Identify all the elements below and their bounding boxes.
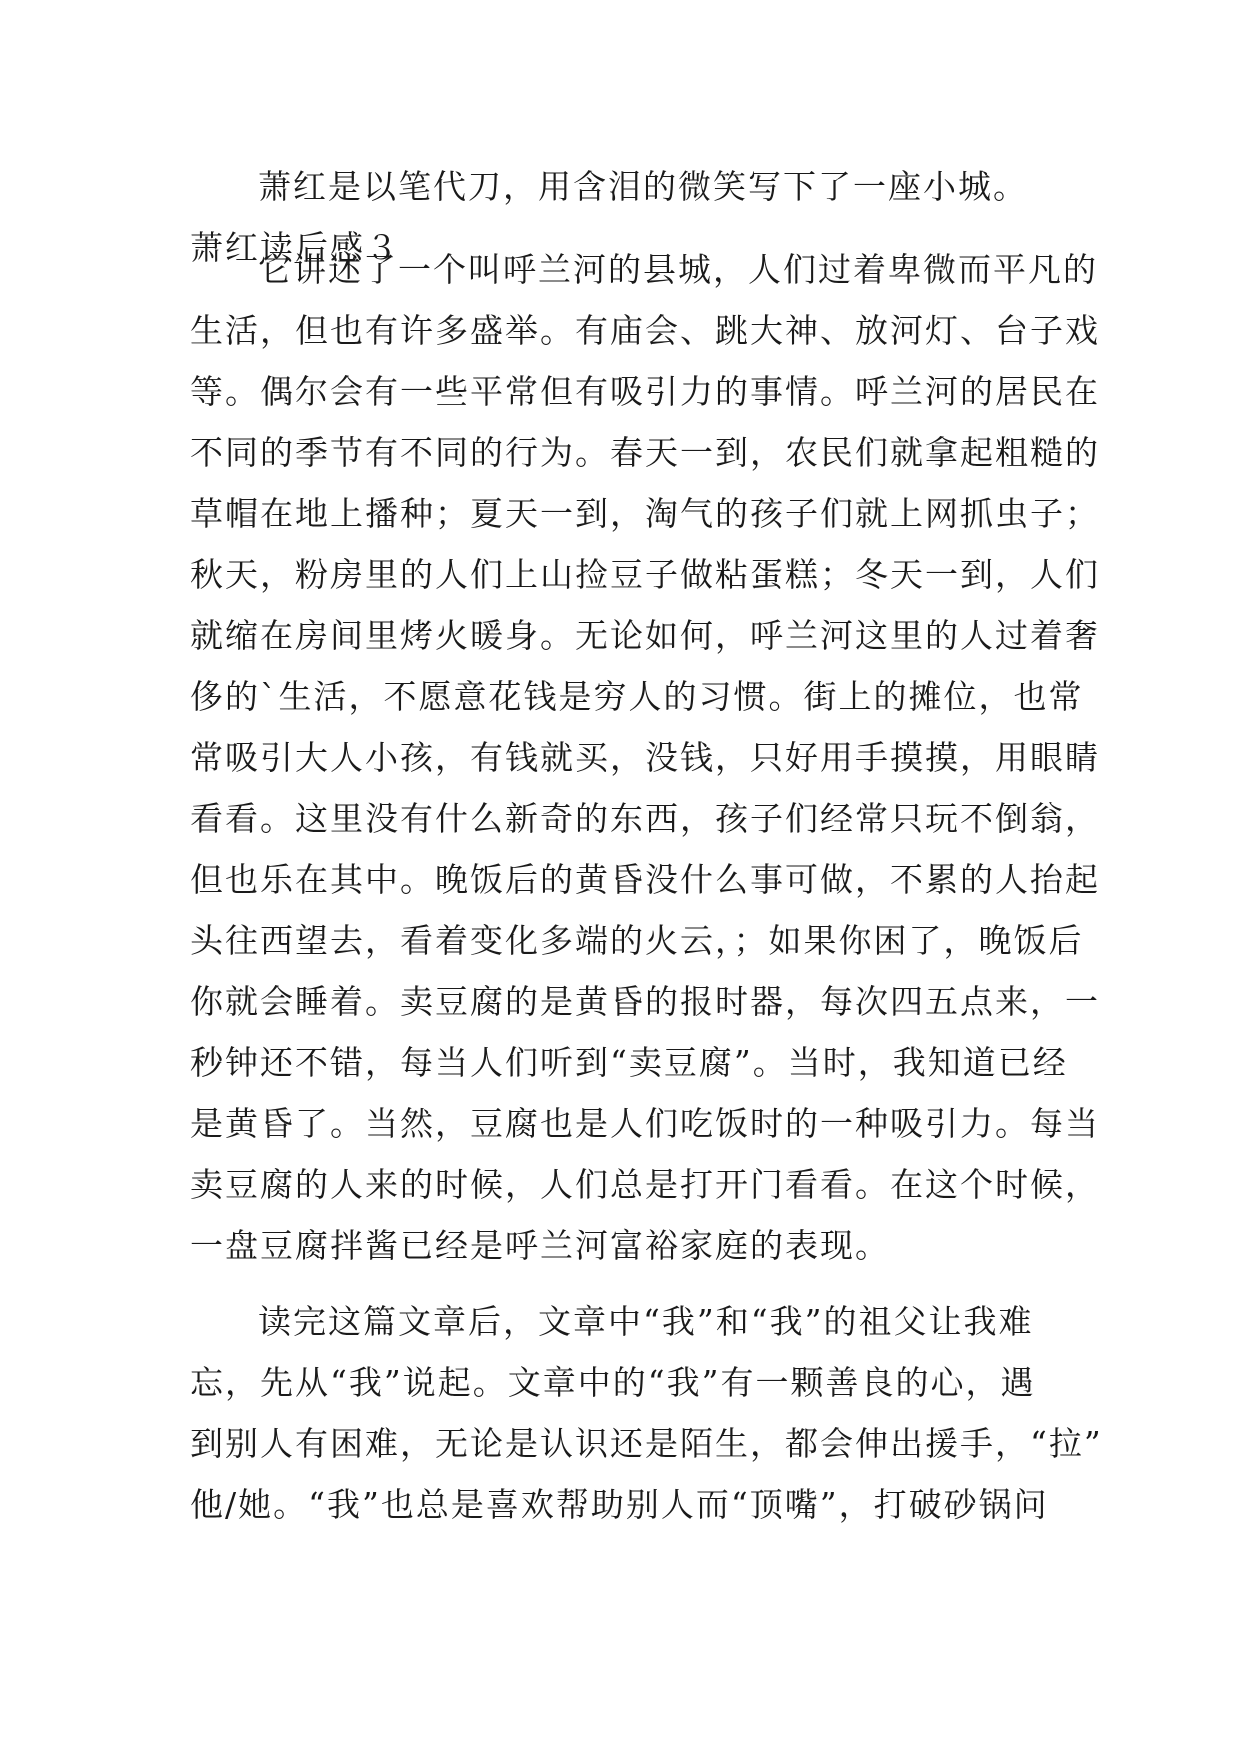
paragraph-line: 秋天，粉房里的人们上山捡豆子做粘蛋糕；冬天一到，人们 (190, 555, 1100, 594)
paragraph-line: 就缩在房间里烤火暖身。无论如何，呼兰河这里的人过着奢 (190, 616, 1100, 655)
paragraph-line: 等。偶尔会有一些平常但有吸引力的事情。呼兰河的居民在 (190, 372, 1100, 411)
paragraph-line: 头往西望去，看着变化多端的火云，；如果你困了，晚饭后 (190, 921, 1084, 960)
paragraph-line: 秒钟还不错，每当人们听到“卖豆腐”。当时，我知道已经 (190, 1043, 1068, 1082)
paragraph-line: 他/她。“我”也总是喜欢帮助别人而“顶嘴”，打破砂锅问 (190, 1485, 1049, 1524)
paragraph-line: 一盘豆腐拌酱已经是呼兰河富裕家庭的表现。 (190, 1226, 890, 1265)
paragraph-line: 看看。这里没有什么新奇的东西，孩子们经常只玩不倒翁， (190, 799, 1100, 838)
paragraph-line: 生活，但也有许多盛举。有庙会、跳大神、放河灯、台子戏 (190, 311, 1100, 350)
paragraph-line: 不同的季节有不同的行为。春天一到，农民们就拿起粗糙的 (190, 433, 1100, 472)
paragraph-line: 常吸引大人小孩，有钱就买，没钱，只好用手摸摸，用眼睛 (190, 738, 1100, 777)
paragraph-line: 你就会睡着。卖豆腐的是黄昏的报时器，每次四五点来，一 (190, 982, 1100, 1021)
paragraph-line: 卖豆腐的人来的时候，人们总是打开门看看。在这个时候， (190, 1165, 1100, 1204)
intro-line: 萧红是以笔代刀，用含泪的微笑写下了一座小城。 (258, 167, 1028, 206)
paragraph-line: 它讲述了一个叫呼兰河的县城，人们过着卑微而平凡的 (258, 250, 1098, 289)
paragraph-line: 忘，先从“我”说起。文章中的“我”有一颗善良的心，遇 (190, 1363, 1036, 1402)
paragraph-line: 是黄昏了。当然，豆腐也是人们吃饭时的一种吸引力。每当 (190, 1104, 1100, 1143)
paragraph-line: 草帽在地上播种；夏天一到，淘气的孩子们就上网抓虫子； (190, 494, 1100, 533)
paragraph-1 (190, 239, 1100, 1276)
paragraph-line: 到别人有困难，无论是认识还是陌生，都会伸出援手，“拉” (190, 1424, 1103, 1463)
paragraph-line: 读完这篇文章后，文章中“我”和“我”的祖父让我难 (258, 1302, 1034, 1341)
section-heading: 萧红读后感３ (190, 228, 400, 267)
paragraph-2 (190, 1291, 1103, 1535)
paragraph-line: 侈的`生活，不愿意花钱是穷人的习惯。街上的摊位，也常 (190, 677, 1084, 716)
paragraph-line: 但也乐在其中。晚饭后的黄昏没什么事可做，不累的人抬起 (190, 860, 1100, 899)
